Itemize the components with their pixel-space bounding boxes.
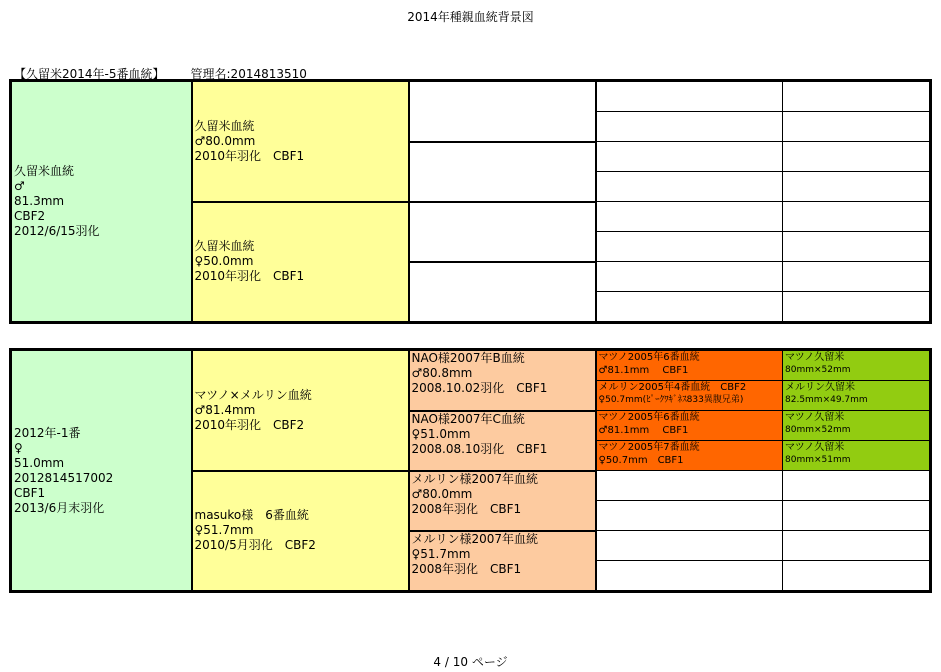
ggp-cell — [596, 501, 783, 531]
gggp-cell — [783, 292, 931, 323]
ggp-cell — [596, 262, 783, 292]
grandparent-cell — [409, 81, 596, 142]
ggp-cell — [596, 232, 783, 262]
ggp-cell — [596, 81, 783, 112]
ggp-cell — [596, 292, 783, 323]
management-name: 管理名:2014813510 — [190, 67, 307, 81]
grandparent-cell — [409, 142, 596, 202]
gggp-cell — [783, 112, 931, 142]
ggp-cell — [596, 561, 783, 592]
gggp-cell — [783, 172, 931, 202]
ggp-cell — [596, 172, 783, 202]
sire-cell: 久留米血統 ♂80.0mm 2010年羽化 CBF1 — [192, 81, 409, 202]
pedigree-table-1 — [9, 79, 932, 324]
ggp-cell — [596, 531, 783, 561]
ggp-cell — [596, 112, 783, 142]
subject-cell: 2012年-1番 ♀ 51.0mm 2012814517002 CBF1 2013/6月末羽化 — [11, 350, 192, 592]
gggp-cell — [783, 262, 931, 292]
page-counter: 4 / 10 ページ — [433, 655, 508, 669]
ggp-cell: マツノ2005年6番血統 ♂81.1mm CBF1 — [596, 411, 783, 441]
gggp-cell — [783, 81, 931, 112]
grandparent-cell: メルリン様2007年血統 ♂80.0mm 2008年羽化 CBF1 — [409, 471, 596, 531]
grandparent-cell — [409, 262, 596, 323]
gggp-cell — [783, 142, 931, 172]
grandparent-cell: NAO様2007年B血統 ♂80.8mm 2008.10.02羽化 CBF1 — [409, 350, 596, 411]
gggp-cell: マツノ久留米 80mm×51mm — [783, 441, 931, 471]
gggp-cell — [783, 501, 931, 531]
ggp-cell: マツノ2005年7番血統 ♀50.7mm CBF1 — [596, 441, 783, 471]
gggp-cell — [783, 202, 931, 232]
ggp-cell: マツノ2005年6番血統 ♂81.1mm CBF1 — [596, 350, 783, 381]
gggp-cell — [783, 471, 931, 501]
gggp-cell — [783, 561, 931, 592]
grandparent-cell: NAO様2007年C血統 ♀51.0mm 2008.08.10羽化 CBF1 — [409, 411, 596, 471]
page-title: 2014年種親血統背景図 — [407, 10, 534, 24]
ggp-cell — [596, 142, 783, 172]
gggp-cell: マツノ久留米 80mm×52mm — [783, 411, 931, 441]
gggp-cell: メルリン久留米 82.5mm×49.7mm — [783, 381, 931, 411]
dam-cell: masuko様 6番血統 ♀51.7mm 2010/5月羽化 CBF2 — [192, 471, 409, 592]
gggp-cell — [783, 232, 931, 262]
gggp-cell: マツノ久留米 80mm×52mm — [783, 350, 931, 381]
grandparent-cell — [409, 202, 596, 262]
ggp-cell — [596, 202, 783, 232]
pair-label: 【久留米2014年-5番血統】 — [14, 67, 165, 81]
grandparent-cell: メルリン様2007年血統 ♀51.7mm 2008年羽化 CBF1 — [409, 531, 596, 592]
ggp-cell — [596, 471, 783, 501]
gggp-cell — [783, 531, 931, 561]
pedigree-table-2 — [9, 348, 932, 593]
dam-cell: 久留米血統 ♀50.0mm 2010年羽化 CBF1 — [192, 202, 409, 323]
subject-cell: 久留米血統 ♂ 81.3mm CBF2 2012/6/15羽化 — [11, 81, 192, 323]
sire-cell: マツノ×メルリン血統 ♂81.4mm 2010年羽化 CBF2 — [192, 350, 409, 471]
ggp-cell: メルリン2005年4番血統 CBF2 ♀50.7mm(ﾋﾟｰｸﾜｷﾞﾈｽ833異腹兄弟) — [596, 381, 783, 411]
